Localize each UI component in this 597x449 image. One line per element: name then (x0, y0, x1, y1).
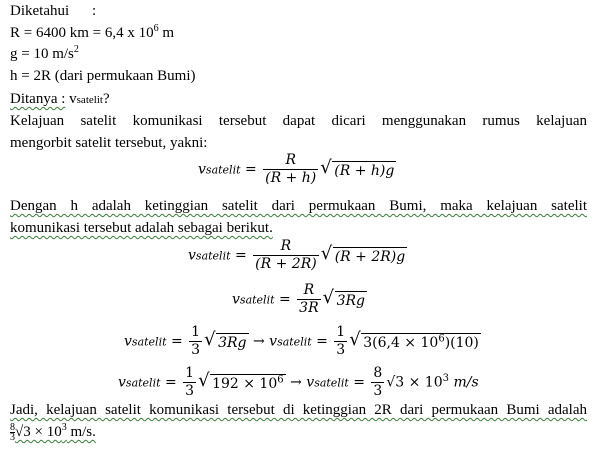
eq5-equals: = (164, 374, 177, 391)
sqrt-icon: √ (322, 286, 335, 308)
eq5-sqrt (198, 369, 286, 392)
eq5-fraction (183, 365, 196, 400)
eq1-equals: = (244, 161, 257, 178)
eq5-radicand: 192 × 10 (212, 375, 278, 392)
given-g (10, 45, 79, 63)
equation-5 (118, 365, 479, 400)
sqrt-icon: √ (320, 156, 332, 178)
eq4-num: 1 (191, 324, 201, 340)
given-colon: : (92, 3, 97, 19)
eq2-v: v (188, 247, 196, 264)
eq2-sqrt (320, 242, 408, 265)
eq3-equals: = (278, 291, 291, 308)
asked-var-sub: satelit (76, 94, 103, 106)
asked-var: v (69, 91, 77, 107)
concl-num: 8 (10, 422, 15, 434)
given-r (10, 24, 174, 42)
eq4-fraction (189, 324, 202, 359)
sqrt-icon: √ (204, 328, 216, 350)
given-h-text: h = 2R (dari permukaan Bumi) (10, 68, 196, 84)
eq5b-den: 3 (373, 383, 383, 399)
equation-2 (188, 238, 407, 273)
para2-line1: Dengan h adalah ketinggian satelit dari permukaan Bumi, maka kelajuan satelit (10, 198, 587, 214)
eq4b-fraction (334, 324, 347, 359)
eq4-equals: = (170, 333, 183, 350)
para1-line1: Kelajuan satelit komunikasi tersebut dapat dicari menggunakan rumus kelajuan (10, 113, 587, 129)
eq3-radicand: 3Rg (336, 292, 366, 309)
sqrt-icon: √ (349, 328, 361, 350)
eq5b-equals: = (353, 374, 365, 391)
asked-label: Ditanya : (10, 91, 66, 107)
given-g-exp: 2 (73, 44, 79, 55)
eq5-num: 1 (185, 365, 195, 381)
eq4b-radicand-end: )(10) (444, 334, 479, 351)
conclusion-line2 (10, 423, 96, 442)
given-heading-text: Diketahui (10, 3, 70, 19)
eq3-fraction (297, 282, 320, 317)
equation-4 (124, 324, 481, 359)
eq4b-den: 3 (336, 342, 346, 358)
eq1-den: (R + h) (265, 170, 317, 186)
eq4b-equals: = (316, 333, 328, 350)
eq3-sub: satelit (239, 293, 275, 307)
eq5-exp: 6 (277, 373, 284, 385)
eq4b-radicand: 3(6,4 × 10 (363, 334, 439, 351)
eq4b-num: 1 (336, 324, 346, 340)
eq5b-v: v (306, 374, 315, 391)
eq1-num: R (263, 152, 318, 170)
eq3-num: R (297, 282, 320, 300)
eq4b-sqrt (349, 328, 481, 351)
concl-den: 3 (10, 432, 15, 444)
equation-3 (232, 282, 367, 317)
eq5b-sub: satelit (314, 376, 349, 390)
eq4-sqrt (204, 328, 248, 351)
eq2-num: R (253, 238, 319, 256)
eq5-sub: satelit (125, 376, 161, 390)
eq2-equals: = (234, 247, 247, 264)
asked-line (10, 90, 110, 109)
eq5-den: 3 (185, 383, 195, 399)
eq5b-fraction (371, 365, 384, 400)
eq2-sub: satelit (195, 249, 231, 263)
eq3-den: 3R (299, 300, 319, 316)
eq3-v: v (232, 291, 240, 308)
eq1-sqrt (320, 156, 396, 179)
conclusion-line1: Jadi, kelajuan satelit komunikasi tersebut di ketinggian 2R dari permukaan Bumi adalah (10, 402, 587, 418)
given-r-unit: m (158, 25, 175, 41)
eq5-arrow: → (290, 374, 302, 391)
eq5b-num: 8 (373, 365, 383, 381)
equation-1 (198, 152, 396, 187)
eq1-radicand: (R + h)g (334, 162, 395, 179)
eq4b-v: v (269, 333, 278, 350)
eq4-den: 3 (191, 342, 201, 358)
eq4b-exp: 6 (438, 332, 445, 344)
concl-exp: 3 (61, 422, 67, 433)
eq4b-sub: satelit (277, 335, 312, 349)
eq5b-tail-exp: 3 (442, 372, 449, 384)
given-r-text: R = 6400 km = 6,4 x 10 (10, 25, 154, 41)
para2-line2: komunikasi tersebut adalah sebagai berikut. (10, 220, 273, 236)
given-r-exp: 6 (153, 23, 159, 34)
eq1-sub: satelit (205, 163, 241, 177)
eq2-den: (R + 2R) (255, 256, 317, 272)
eq4-arrow: → (252, 333, 265, 350)
eq5b-tail: √3 × 10 (386, 374, 443, 391)
given-g-text: g = 10 m/s (10, 46, 74, 62)
eq4-v: v (124, 333, 132, 350)
asked-question-mark: ? (102, 91, 110, 107)
sqrt-icon: √ (198, 369, 210, 391)
given-h (10, 67, 196, 85)
para1-line2: mengorbit satelit tersebut, yakni: (10, 135, 208, 151)
concl-unit: m/s. (66, 424, 96, 440)
eq2-radicand: (R + 2R)g (334, 248, 406, 265)
eq3-sqrt (322, 286, 367, 309)
eq2-fraction (253, 238, 319, 273)
eq5-v: v (118, 374, 126, 391)
given-heading (10, 2, 97, 20)
eq1-fraction (263, 152, 318, 187)
eq1-v: v (198, 161, 206, 178)
eq4-sub: satelit (131, 335, 167, 349)
concl-rest: √3 × 10 (15, 424, 62, 440)
eq5b-unit: m/s (449, 374, 479, 391)
eq4-radicand: 3Rg (218, 334, 247, 351)
sqrt-icon: √ (320, 242, 333, 264)
